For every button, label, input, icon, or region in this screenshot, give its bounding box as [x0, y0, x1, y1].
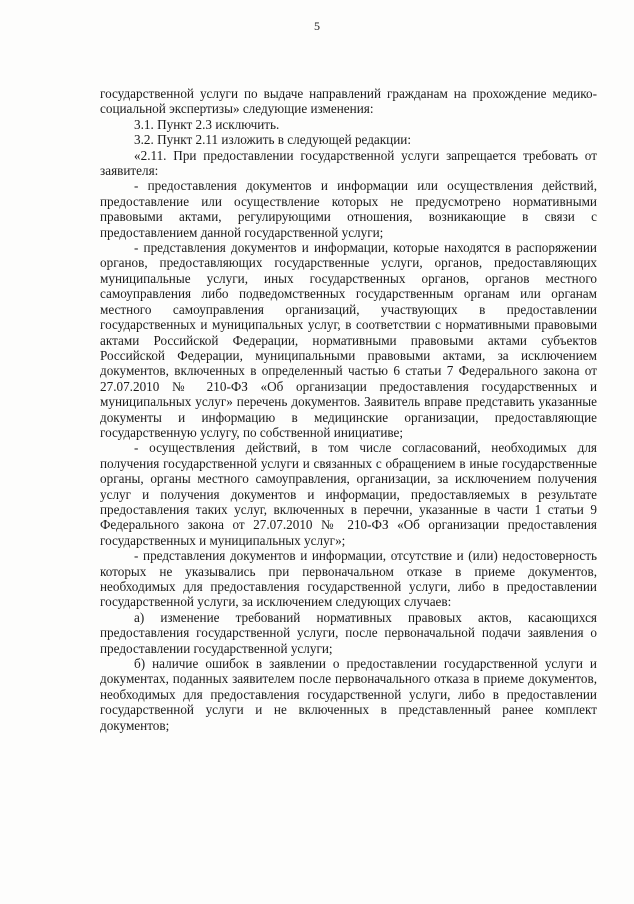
paragraph: а) изменение требований нормативных правовых актов, касающихся предоставления государственной услуги, после первоначальной подачи заявления о предоставлении государственной услуги;	[100, 609, 597, 656]
paragraph: - предоставления документов и информации или осуществления действий, предоставление или осуществление которых не предусмотрено нормативными правовыми актами, регулирующими отношения, возникающие в связи с предоставлением данной государственной услуги;	[100, 178, 597, 240]
paragraph: «2.11. При предоставлении государственной услуги запрещается требовать от заявителя:	[100, 147, 597, 179]
page-number: 5	[314, 19, 320, 33]
paragraph: 3.1. Пункт 2.3 исключить.	[134, 116, 280, 132]
paragraph: б) наличие ошибок в заявлении о предоставлении государственной услуги и документах, поданных заявителем после первоначального отказа в приеме документов, необходимых для предоставления государственной услуги, либо в предоставлении государственной услуги и не включенных в представленный ранее комплект документов;	[100, 656, 597, 733]
paragraph: - представления документов и информации, отсутствие и (или) недостоверность которых не указывались при первоначальном отказе в приеме документов, необходимых для предоставления государственной услуги, либо в предоставлении государственной услуги, за исключением следующих случаев:	[100, 548, 597, 610]
paragraph: государственной услуги по выдаче направлений гражданам на прохождение медико-социальной экспертизы» следующие изменения:	[100, 86, 597, 117]
paragraph: 3.2. Пункт 2.11 изложить в следующей редакции:	[134, 132, 412, 148]
paragraph: - представления документов и информации, которые находятся в распоряжении органов, предоставляющих государственные услуги, органов, предоставляющих муниципальные услуги, иных государственных органов, органов местного самоуправления либо подведомственных государственным органам или органам местного самоуправления организаций, участвующих в предоставлении государственных и муниципальных услуг, в соответствии с нормативными правовыми актами Российской Федерации, нормативными правовыми актами субъектов Российской Федерации, муниципальными правовыми актами, за исключением документов, включенных в определенный частью 6 статьи 7 Федерального закона от 27.07.2010 № 210-ФЗ «Об организации предоставления государственных и муниципальных услуг» перечень документов. Заявитель вправе представить указанные документы и информацию в медицинские организации, предоставляющие государственную услугу, по собственной инициативе;	[100, 240, 597, 440]
document-body	[100, 86, 597, 733]
paragraph: - осуществления действий, в том числе согласований, необходимых для получения государственной услуги и связанных с обращением в иные государственные органы, органы местного самоуправления, организации, за исключением получения услуг и получения документов и информации, предоставляемых в результате предоставления таких услуг, включенных в перечни, указанные в части 1 статьи 9 Федерального закона от 27.07.2010 № 210-ФЗ «Об организации предоставления государственных и муниципальных услуг»;	[100, 440, 597, 548]
